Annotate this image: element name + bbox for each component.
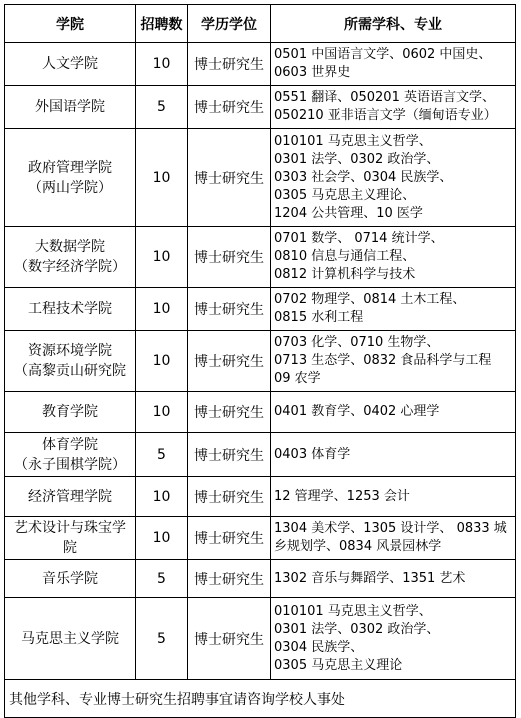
table-row bbox=[5, 433, 516, 477]
count-cell: 5 bbox=[136, 433, 188, 477]
degree-cell: 博士研究生 bbox=[188, 43, 271, 86]
major-line: 乡规划学、0834 风景园林学 bbox=[274, 539, 442, 554]
major-line: 0703 化学、0710 生物学、 bbox=[274, 335, 440, 350]
majors-cell bbox=[271, 433, 516, 477]
recruitment-table bbox=[4, 4, 516, 718]
college-line: 大数据学院 bbox=[35, 239, 105, 255]
table-row bbox=[5, 331, 516, 392]
table-row bbox=[5, 227, 516, 288]
header-degree: 学历学位 bbox=[188, 5, 271, 43]
college-line: （高黎贡山研究院 bbox=[14, 363, 126, 379]
majors-cell bbox=[271, 129, 516, 227]
college-line: 资源环境学院 bbox=[28, 343, 112, 359]
college-cell bbox=[5, 517, 136, 560]
college-cell bbox=[5, 43, 136, 86]
college-cell bbox=[5, 129, 136, 227]
college-line: 体育学院 bbox=[42, 436, 98, 453]
majors-cell bbox=[271, 86, 516, 129]
college-cell bbox=[5, 560, 136, 598]
count-cell: 5 bbox=[136, 560, 188, 598]
college-cell bbox=[5, 477, 136, 517]
header-majors: 所需学科、专业 bbox=[271, 5, 516, 43]
college-line: 经济管理学院 bbox=[28, 488, 112, 505]
degree-cell: 博士研究生 bbox=[188, 288, 271, 331]
majors-cell bbox=[271, 331, 516, 392]
degree-cell: 博士研究生 bbox=[188, 433, 271, 477]
footer-note: 其他学科、专业博士研究生招聘事宜请咨询学校人事处 bbox=[5, 680, 516, 718]
degree-cell: 博士研究生 bbox=[188, 598, 271, 680]
college-cell bbox=[5, 433, 136, 477]
major-line: 0403 体育学 bbox=[274, 446, 351, 462]
college-line: 音乐学院 bbox=[42, 570, 98, 587]
count-cell: 10 bbox=[136, 392, 188, 433]
college-line: （两山学院） bbox=[28, 179, 112, 196]
major-line: 050210 亚非语言文学（缅甸语专业） bbox=[274, 108, 497, 123]
college-cell bbox=[5, 288, 136, 331]
college-cell bbox=[5, 227, 136, 288]
college-line: 工程技术学院 bbox=[28, 301, 112, 317]
major-line: 0810 信息与通信工程、 bbox=[274, 249, 416, 264]
table-row bbox=[5, 598, 516, 680]
degree-cell: 博士研究生 bbox=[188, 392, 271, 433]
table-row bbox=[5, 560, 516, 598]
table-row bbox=[5, 288, 516, 331]
count-cell: 10 bbox=[136, 331, 188, 392]
majors-cell bbox=[271, 392, 516, 433]
degree-cell: 博士研究生 bbox=[188, 331, 271, 392]
major-line: 0815 水利工程 bbox=[274, 310, 364, 325]
major-line: 0812 计算机科学与技术 bbox=[274, 267, 416, 282]
degree-cell: 博士研究生 bbox=[188, 86, 271, 129]
table-row bbox=[5, 86, 516, 129]
count-cell: 10 bbox=[136, 517, 188, 560]
college-line: 院 bbox=[63, 540, 77, 556]
college-line: 艺术设计与珠宝学 bbox=[14, 520, 126, 536]
college-line: 政府管理学院 bbox=[28, 159, 112, 176]
degree-cell: 博士研究生 bbox=[188, 227, 271, 288]
major-line: 0551 翻译、050201 英语语言文学、 bbox=[274, 90, 495, 105]
major-line: 0603 世界史 bbox=[274, 65, 351, 80]
major-line: 0301 法学、0302 政治学、 bbox=[274, 151, 440, 167]
count-cell: 10 bbox=[136, 227, 188, 288]
major-line: 0301 法学、0302 政治学、 bbox=[274, 621, 440, 637]
majors-cell bbox=[271, 227, 516, 288]
college-line: 教育学院 bbox=[42, 404, 98, 420]
header-college: 学院 bbox=[5, 5, 136, 43]
table-row bbox=[5, 517, 516, 560]
major-line: 12 管理学、1253 会计 bbox=[274, 488, 410, 504]
major-line: 0304 民族学、 bbox=[274, 639, 364, 655]
major-line: 010101 马克思主义哲学、 bbox=[274, 603, 432, 619]
majors-cell bbox=[271, 288, 516, 331]
degree-cell: 博士研究生 bbox=[188, 129, 271, 227]
majors-cell bbox=[271, 598, 516, 680]
major-line: 010101 马克思主义哲学、 bbox=[274, 133, 432, 149]
count-cell: 5 bbox=[136, 598, 188, 680]
college-cell bbox=[5, 392, 136, 433]
major-line: 1304 美术学、1305 设计学、 0833 城 bbox=[274, 521, 507, 536]
major-line: 0303 社会学、0304 民族学、 bbox=[274, 169, 453, 185]
major-line: 0401 教育学、0402 心理学 bbox=[274, 404, 440, 419]
majors-cell bbox=[271, 517, 516, 560]
count-cell: 10 bbox=[136, 43, 188, 86]
major-line: 0702 物理学、0814 土木工程、 bbox=[274, 292, 466, 307]
degree-cell: 博士研究生 bbox=[188, 560, 271, 598]
college-line: 马克思主义学院 bbox=[21, 630, 119, 647]
majors-cell bbox=[271, 560, 516, 598]
count-cell: 10 bbox=[136, 129, 188, 227]
major-line: 0305 马克思主义理论、 bbox=[274, 187, 416, 203]
degree-cell: 博士研究生 bbox=[188, 477, 271, 517]
major-line: 1302 音乐与舞蹈学、1351 艺术 bbox=[274, 570, 466, 586]
college-cell bbox=[5, 331, 136, 392]
header-count: 招聘数 bbox=[136, 5, 188, 43]
college-cell bbox=[5, 86, 136, 129]
footer-row bbox=[5, 680, 516, 718]
count-cell: 5 bbox=[136, 86, 188, 129]
college-line: （永子围棋学院） bbox=[14, 456, 126, 473]
header-row bbox=[5, 5, 516, 43]
table-row bbox=[5, 392, 516, 433]
college-cell bbox=[5, 598, 136, 680]
count-cell: 10 bbox=[136, 477, 188, 517]
major-line: 09 农学 bbox=[274, 371, 321, 386]
table-row bbox=[5, 129, 516, 227]
college-line: （数字经济学院） bbox=[14, 259, 126, 275]
major-line: 0305 马克思主义理论 bbox=[274, 657, 403, 673]
college-line: 人文学院 bbox=[42, 56, 98, 72]
table-row bbox=[5, 43, 516, 86]
count-cell: 10 bbox=[136, 288, 188, 331]
table-row bbox=[5, 477, 516, 517]
majors-cell bbox=[271, 43, 516, 86]
major-line: 0713 生态学、0832 食品科学与工程 bbox=[274, 353, 492, 368]
major-line: 1204 公共管理、10 医学 bbox=[274, 205, 423, 221]
college-line: 外国语学院 bbox=[35, 99, 105, 115]
degree-cell: 博士研究生 bbox=[188, 517, 271, 560]
majors-cell bbox=[271, 477, 516, 517]
major-line: 0701 数学、 0714 统计学、 bbox=[274, 231, 444, 246]
major-line: 0501 中国语言文学、0602 中国史、 bbox=[274, 47, 492, 62]
